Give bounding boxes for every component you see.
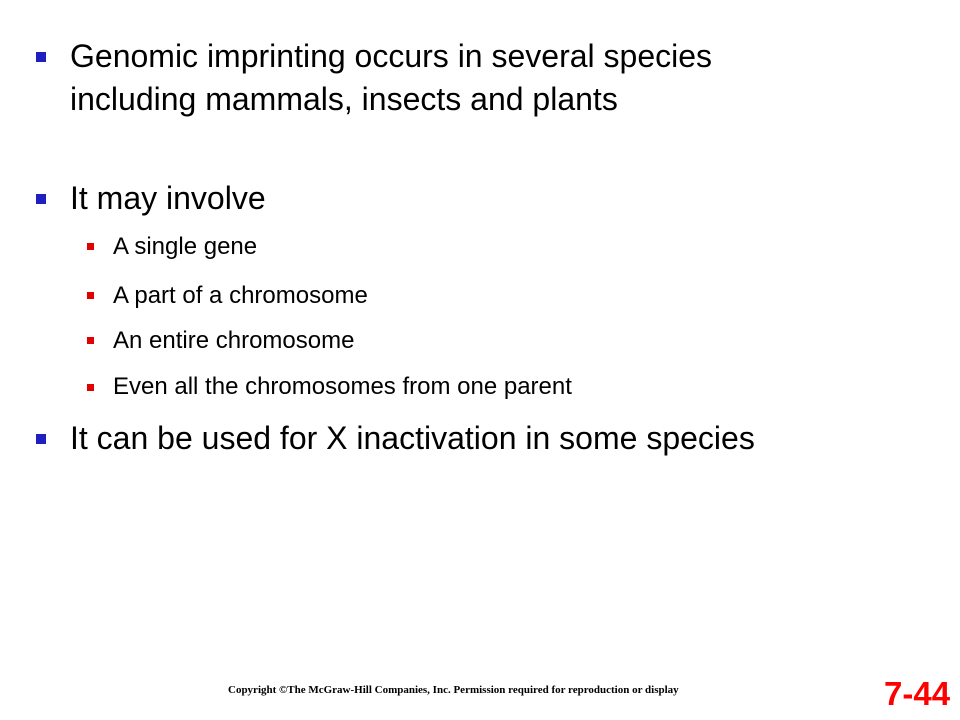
- bullet-text-genomic-imprinting-line2: including mammals, insects and plants: [70, 81, 618, 117]
- sub-bullet-square-icon: [87, 292, 94, 299]
- sub-bullet-text-single-gene: A single gene: [113, 233, 258, 260]
- bullet-text-x-inactivation: It can be used for X inactivation in some species: [70, 420, 755, 456]
- sub-bullet-square-icon: [87, 337, 94, 344]
- bullet-text-may-involve: It may involve: [70, 180, 266, 216]
- bullet-text-genomic-imprinting-line1: Genomic imprinting occurs in several species: [70, 38, 713, 74]
- copyright-notice: Copyright ©The McGraw-Hill Companies, Inc. Permission required for reproduction or display: [228, 684, 679, 696]
- sub-bullet-square-icon: [87, 243, 94, 250]
- sub-bullet-text-entire-chromosome: An entire chromosome: [113, 327, 355, 354]
- bullet-square-icon: [36, 52, 46, 62]
- slide-number: 7-44: [884, 675, 951, 712]
- sub-bullet-square-icon: [87, 384, 94, 391]
- bullet-square-icon: [36, 194, 46, 204]
- sub-bullet-text-all-chromosomes: Even all the chromosomes from one parent: [113, 373, 572, 400]
- sub-bullet-text-part-of-chromosome: A part of a chromosome: [113, 282, 368, 309]
- bullet-square-icon: [36, 434, 46, 444]
